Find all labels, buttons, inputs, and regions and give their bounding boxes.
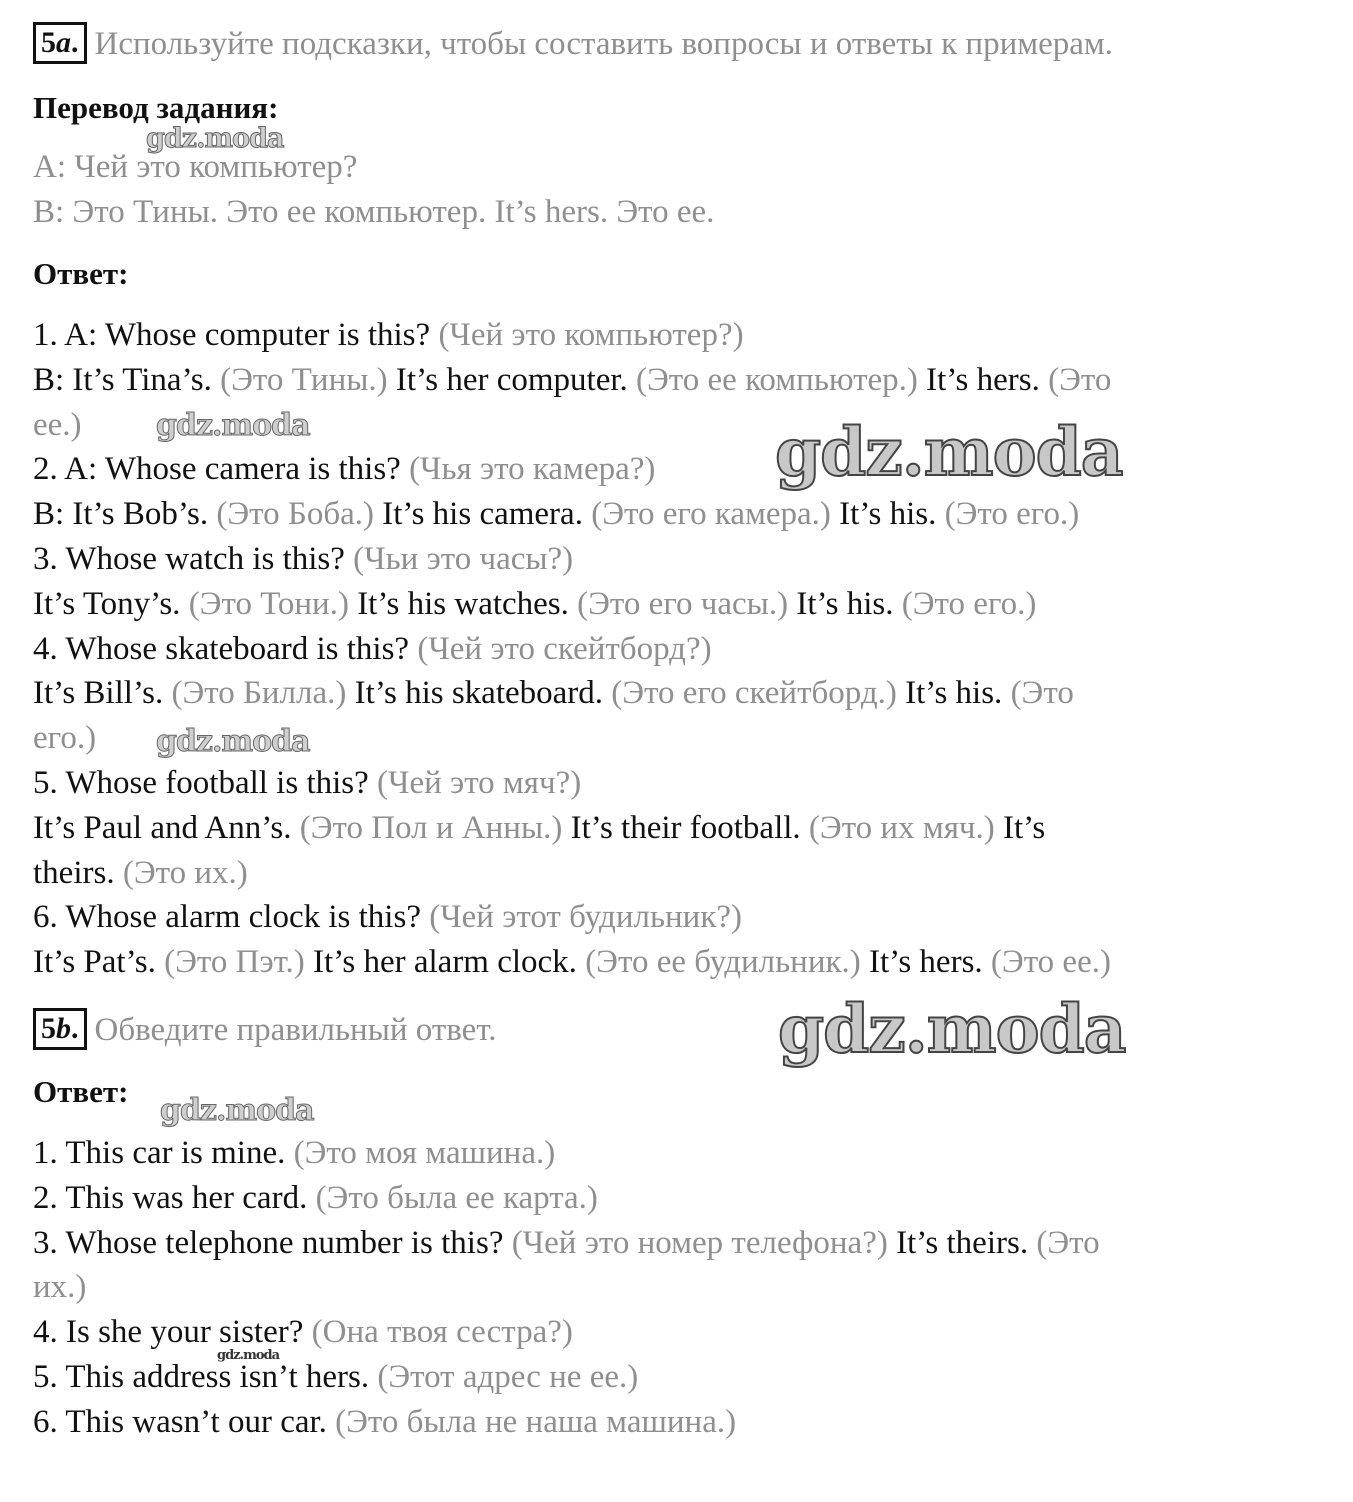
russian-translation: (Это ее будильник.) (585, 944, 870, 981)
english-text: It’s hers. (926, 361, 1049, 398)
english-text: It’s (1003, 809, 1046, 846)
task-instruction: Обведите правильный ответ. (94, 1012, 497, 1048)
english-text: It’s Paul and Ann’s. (33, 809, 300, 846)
answer-line (33, 1265, 1323, 1309)
russian-translation: (Это их.) (122, 854, 248, 891)
russian-translation: (Чья это камера?) (409, 451, 656, 488)
russian-translation: (Это (1048, 361, 1112, 398)
english-text: It’s his. (905, 675, 1011, 712)
russian-translation: (Это ее.) (990, 944, 1111, 981)
answer-line (33, 358, 1323, 402)
russian-translation: (Это его.) (944, 496, 1080, 533)
english-text: It’s Pat’s. (33, 944, 165, 981)
english-text: 5. This address isn’t hers. (33, 1359, 378, 1395)
english-text: It’s Bill’s. (33, 675, 172, 712)
english-text: It’s their football. (570, 809, 809, 846)
translation-line-a: А: Чей это компьютер? (33, 149, 358, 185)
english-text: It’s his watches. (357, 585, 578, 622)
translation-line-b: В: Это Тины. Это ее компьютер. It’s hers. Это ее. (33, 194, 715, 230)
answer-line (33, 851, 1323, 895)
russian-translation: (Это (1036, 1224, 1100, 1261)
russian-translation: (Чей это компьютер?) (438, 317, 744, 353)
answer-line (33, 716, 1323, 760)
answer-line (33, 806, 1323, 850)
english-text: 4. Is she your sister? (33, 1314, 312, 1351)
russian-translation: (Это их мяч.) (808, 809, 1003, 846)
task-number-badge: 5b. (33, 1008, 87, 1050)
english-text: 1. This car is mine. (33, 1135, 294, 1171)
english-text: It’s his camera. (382, 496, 592, 533)
answer-line (33, 895, 1323, 939)
russian-translation: (Это ее компьютер.) (636, 361, 927, 398)
watermark: gdz.moda (160, 1093, 314, 1128)
english-text: 3. Whose watch is this? (33, 541, 354, 577)
english-text: 2. A: Whose camera is this? (33, 451, 410, 488)
english-text: 3. Whose telephone number is this? (33, 1224, 512, 1261)
russian-translation: их.) (33, 1269, 87, 1306)
english-text: It’s her alarm clock. (313, 944, 586, 981)
answer-line (33, 1400, 1323, 1444)
english-text: It’s theirs. (896, 1224, 1037, 1261)
answer-line (33, 313, 1323, 357)
answer-line (33, 1355, 1323, 1399)
russian-translation: (Это его.) (901, 585, 1037, 622)
watermark: gdz.moda (146, 123, 284, 154)
english-text: It’s hers. (869, 944, 991, 981)
watermark: gdz.moda (775, 413, 1123, 491)
english-text: B: It’s Tina’s. (33, 361, 221, 398)
answer-heading: Ответ: (33, 1074, 129, 1109)
english-text: It’s his skateboard. (354, 675, 612, 712)
russian-translation: (Это его часы.) (577, 585, 797, 622)
english-text: 6. Whose alarm clock is this? (33, 899, 430, 936)
task-instruction: Используйте подсказки, чтобы составить вопросы и ответы к примерам. (94, 26, 1114, 62)
answer-line (33, 671, 1323, 715)
russian-translation: (Чей это номер телефона?) (511, 1224, 897, 1261)
russian-translation: ее.) (33, 406, 82, 443)
answer-line (33, 1176, 1323, 1220)
russian-translation: (Она твоя сестра?) (311, 1314, 573, 1351)
russian-translation: (Это Тони.) (188, 585, 358, 622)
russian-translation: (Чей это мяч?) (377, 765, 582, 801)
watermark: gdz.moda (156, 408, 310, 443)
russian-translation: (Это его скейтборд.) (611, 675, 906, 712)
russian-translation: (Чей это скейтборд?) (417, 630, 712, 667)
english-text: It’s his. (839, 496, 945, 533)
translation-heading: Перевод задания: (33, 90, 279, 125)
answer-line (33, 537, 1323, 581)
russian-translation: его.) (33, 720, 97, 757)
english-text: 5. Whose football is this? (33, 765, 378, 801)
english-text: theirs. (33, 854, 123, 891)
russian-translation: (Это моя машина.) (293, 1135, 556, 1171)
answer-line (33, 940, 1323, 984)
answer-line (33, 582, 1323, 626)
answer-line (33, 761, 1323, 805)
task-number-badge: 5a. (33, 22, 87, 64)
watermark: gdz.moda (217, 1348, 280, 1363)
russian-translation: (Это (1010, 675, 1074, 712)
answer-line (33, 1310, 1323, 1354)
english-text: 4. Whose skateboard is this? (33, 630, 418, 667)
english-text: It’s his. (796, 585, 902, 622)
watermark: gdz.moda (156, 724, 310, 759)
russian-translation: (Это была ее карта.) (315, 1179, 598, 1216)
watermark: gdz.moda (778, 990, 1126, 1068)
english-text: 2. This was her card. (33, 1179, 316, 1216)
english-text: B: It’s Bob’s. (33, 496, 217, 533)
answer-line (33, 492, 1323, 536)
task-5b-header (33, 1008, 1323, 1052)
russian-translation: (Это его камера.) (591, 496, 840, 533)
task-5a-header (33, 22, 1323, 66)
english-text: 6. This wasn’t our car. (33, 1403, 336, 1440)
answer-line (33, 1131, 1323, 1175)
answer-line (33, 627, 1323, 671)
answer-heading: Ответ: (33, 256, 129, 291)
russian-translation: (Чьи это часы?) (353, 541, 574, 577)
russian-translation: (Это Пэт.) (164, 944, 314, 981)
english-text: It’s Tony’s. (33, 585, 189, 622)
english-text: It’s her computer. (395, 361, 637, 398)
russian-translation: (Чей этот будильник?) (429, 899, 743, 936)
russian-translation: (Это Боба.) (216, 496, 383, 533)
english-text: 1. A: Whose computer is this? (33, 317, 439, 353)
answer-line (33, 1221, 1323, 1265)
russian-translation: (Это Пол и Анны.) (299, 809, 571, 846)
russian-translation: (Это Билла.) (171, 675, 355, 712)
russian-translation: (Это была не наша машина.) (335, 1403, 737, 1440)
russian-translation: (Этот адрес не ее.) (377, 1359, 639, 1395)
russian-translation: (Это Тины.) (220, 361, 396, 398)
answer-line (33, 403, 1323, 447)
answer-line (33, 447, 1323, 491)
